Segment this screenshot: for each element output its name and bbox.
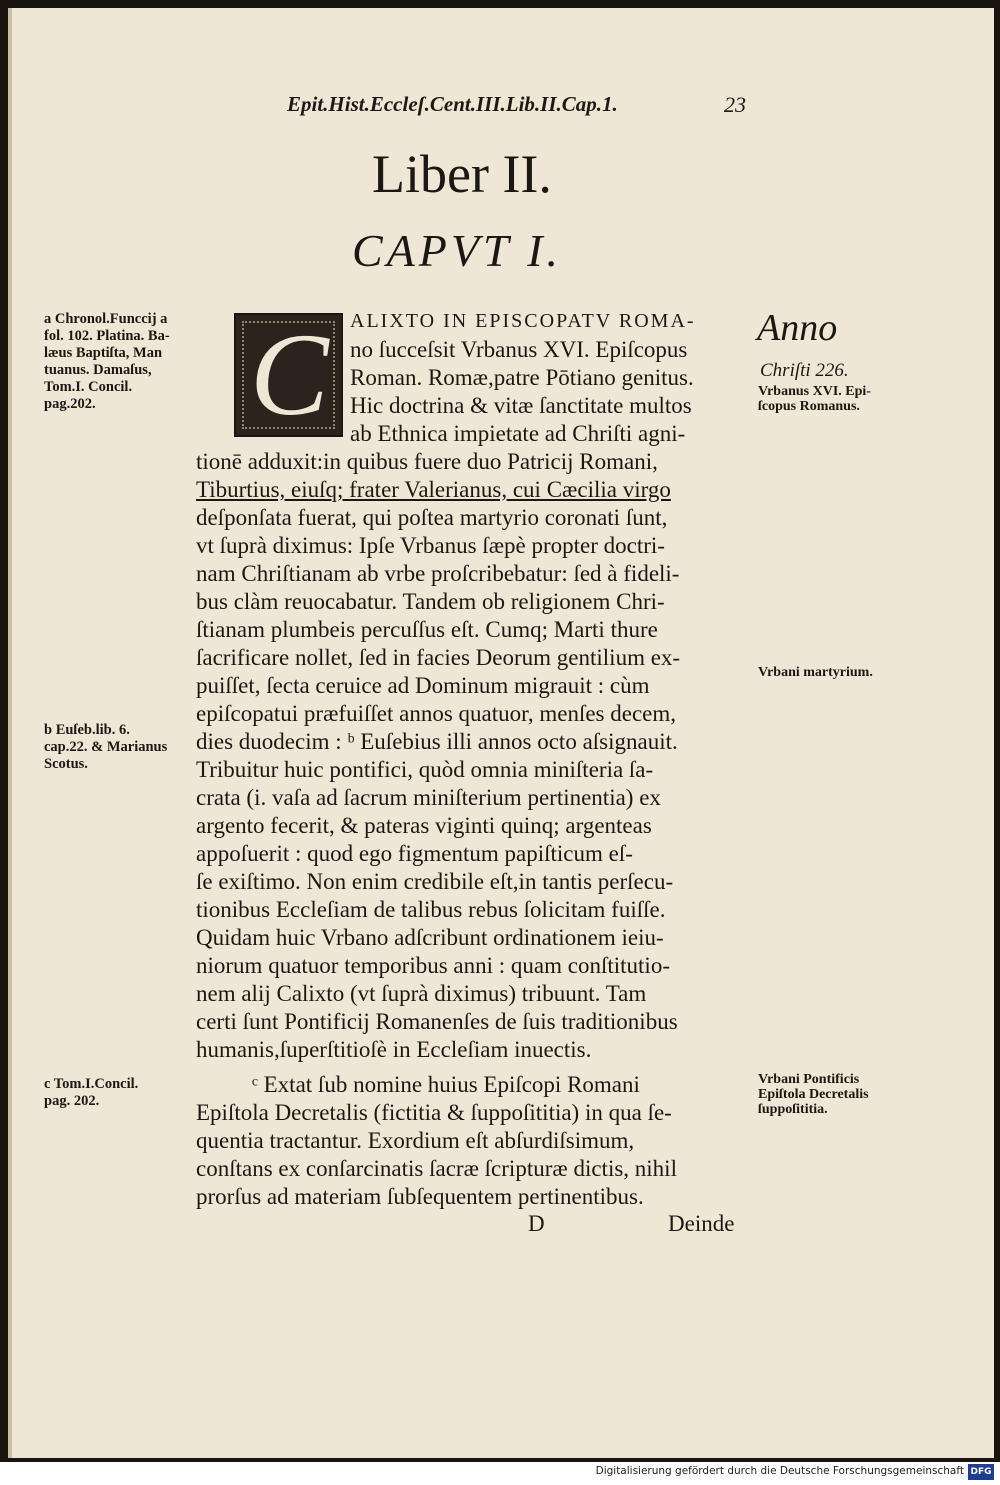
- text-line: ab Ethnica impietate ad Chriſti agni-: [350, 421, 686, 446]
- text-line: Epiſtola Decretalis (fictitia & ſuppoſititia) in qua ſe-: [196, 1100, 672, 1125]
- text-line: nem alij Calixto (vt ſuprà diximus) tribuunt. Tam: [196, 981, 647, 1006]
- text-line: prorſus ad materiam ſubſequentem pertinentibus.: [196, 1184, 644, 1209]
- book-page: [8, 8, 994, 1458]
- margin-note-line: ſuppoſititia.: [758, 1102, 828, 1117]
- text-line: puiſſet, ſecta ceruice ad Dominum migrauit : cùm: [196, 673, 650, 698]
- margin-note-line: pag. 202.: [44, 1093, 100, 1109]
- margin-note-b: [44, 722, 167, 773]
- initial-letter: C: [250, 309, 329, 440]
- text-line: deſponſata fuerat, qui poſtea martyrio coronati ſunt,: [196, 505, 668, 530]
- text-line: ſe exiſtimo. Non enim credibile eſt,in tantis perſecu-: [196, 869, 674, 894]
- margin-note-line: Tom.I. Concil.: [44, 379, 133, 395]
- decorated-initial: [234, 309, 343, 440]
- page-number: 23: [724, 92, 746, 117]
- text-line: humanis,ſuperſtitioſè in Eccleſiam inuectis.: [196, 1037, 592, 1062]
- text-line: niorum quatuor temporibus anni : quam conſtitutio-: [196, 953, 670, 978]
- margin-note-c: [44, 1076, 138, 1110]
- margin-note-martyrium: [758, 665, 873, 680]
- chapter-title: CAPVT I.: [352, 225, 563, 276]
- running-head: Epit.Hist.Eccleſ.Cent.III.Lib.II.Cap.1.: [287, 92, 618, 116]
- text-line: conſtans ex conſarcinatis ſacræ ſcripturæ dictis, nihil: [196, 1156, 677, 1181]
- margin-note-epistola: [758, 1072, 869, 1117]
- text-line: bus clàm reuocabatur. Tandem ob religionem Chri-: [196, 589, 665, 614]
- catchword: Deinde: [668, 1211, 735, 1236]
- text-line: certi ſunt Pontificij Romanenſes de ſuis traditionibus: [196, 1009, 678, 1034]
- text-line: quentia tractantur. Exordium eſt abſurdiſsimum,: [196, 1128, 635, 1153]
- text-line: Tribuitur huic pontifici, quòd omnia miniſteria ſa-: [196, 757, 654, 782]
- margin-note-line: b Euſeb.lib. 6.: [44, 722, 130, 738]
- margin-note-line: Epiſtola Decretalis: [758, 1087, 869, 1102]
- text-line: ſacrificare nollet, ſed in facies Deorum gentilium ex-: [196, 645, 681, 670]
- margin-note-a: [44, 311, 170, 413]
- text-line: nam Chriſtianam ab vrbe proſcribebatur: ſed à fideli-: [196, 561, 680, 586]
- margin-note-line: Scotus.: [44, 756, 88, 772]
- text-line: Roman. Romæ,patre Pōtiano genitus.: [350, 365, 694, 390]
- margin-note-line: læus Baptiſta, Man: [44, 345, 163, 361]
- text-line: argento fecerit, & pateras viginti quinq; argenteas: [196, 813, 652, 838]
- year-label: Chriſti 226.: [760, 360, 849, 381]
- text-line: vt ſuprà diximus: Ipſe Vrbanus ſæpè propter doctri-: [196, 533, 665, 558]
- margin-note-line: ſcopus Romanus.: [758, 399, 860, 414]
- margin-note-line: a Chronol.Funccij a: [44, 311, 168, 327]
- text-line: crata (i. vaſa ad ſacrum miniſterium pertinentia) ex: [196, 785, 661, 810]
- text-line: no ſucceſsit Vrbanus XVI. Epiſcopus: [350, 337, 688, 362]
- margin-note-line: c Tom.I.Concil.: [44, 1076, 139, 1092]
- margin-note-line: Vrbani martyrium.: [758, 665, 873, 680]
- text-line: epiſcopatui præfuiſſet annos quatuor, menſes decem,: [196, 701, 677, 726]
- signature-mark: D: [528, 1211, 545, 1236]
- text-line: Tiburtius, eiuſq; frater Valerianus, cui Cæcilia virgo: [196, 477, 671, 502]
- dfg-logo: DFG: [968, 1464, 994, 1480]
- text-line: tionibus Eccleſiam de talibus rebus ſolicitam fuiſſe.: [196, 897, 666, 922]
- margin-note-line: cap.22. & Marianus: [44, 739, 168, 755]
- text-line: ſtianam plumbeis percuſſus eſt. Cumq; Marti thure: [196, 617, 658, 642]
- text-line: Hic doctrina & vitæ ſanctitate multos: [350, 393, 692, 418]
- text-line: dies duodecim : ᵇ Euſebius illi annos octo aſsignauit.: [196, 729, 678, 754]
- footer-credit: Digitalisierung gefördert durch die Deutsche Forschungsgemeinschaft: [595, 1465, 964, 1477]
- margin-note-line: Vrbanus XVI. Epi-: [758, 384, 871, 399]
- text-line: appoſuerit : quod ego figmentum papiſticum eſ-: [196, 841, 633, 866]
- margin-note-urbanus: [758, 384, 871, 414]
- margin-note-line: pag.202.: [44, 396, 96, 412]
- margin-note-line: Vrbani Pontificis: [758, 1072, 860, 1087]
- margin-note-line: tuanus. Damaſus,: [44, 362, 152, 378]
- book-title: Liber II.: [372, 144, 552, 204]
- text-line: tionē adduxit:in quibus fuere duo Patricij Romani,: [196, 449, 658, 474]
- anno-label: Anno: [757, 307, 838, 349]
- digitization-footer: [0, 1462, 1000, 1485]
- text-line: ALIXTO IN EPISCOPATV ROMA-: [350, 310, 696, 332]
- text-line: Quidam huic Vrbano adſcribunt ordinationem ieiu-: [196, 925, 664, 950]
- margin-note-line: fol. 102. Platina. Ba-: [44, 328, 170, 344]
- text-line: ᶜ Extat ſub nomine huius Epiſcopi Romani: [252, 1072, 640, 1097]
